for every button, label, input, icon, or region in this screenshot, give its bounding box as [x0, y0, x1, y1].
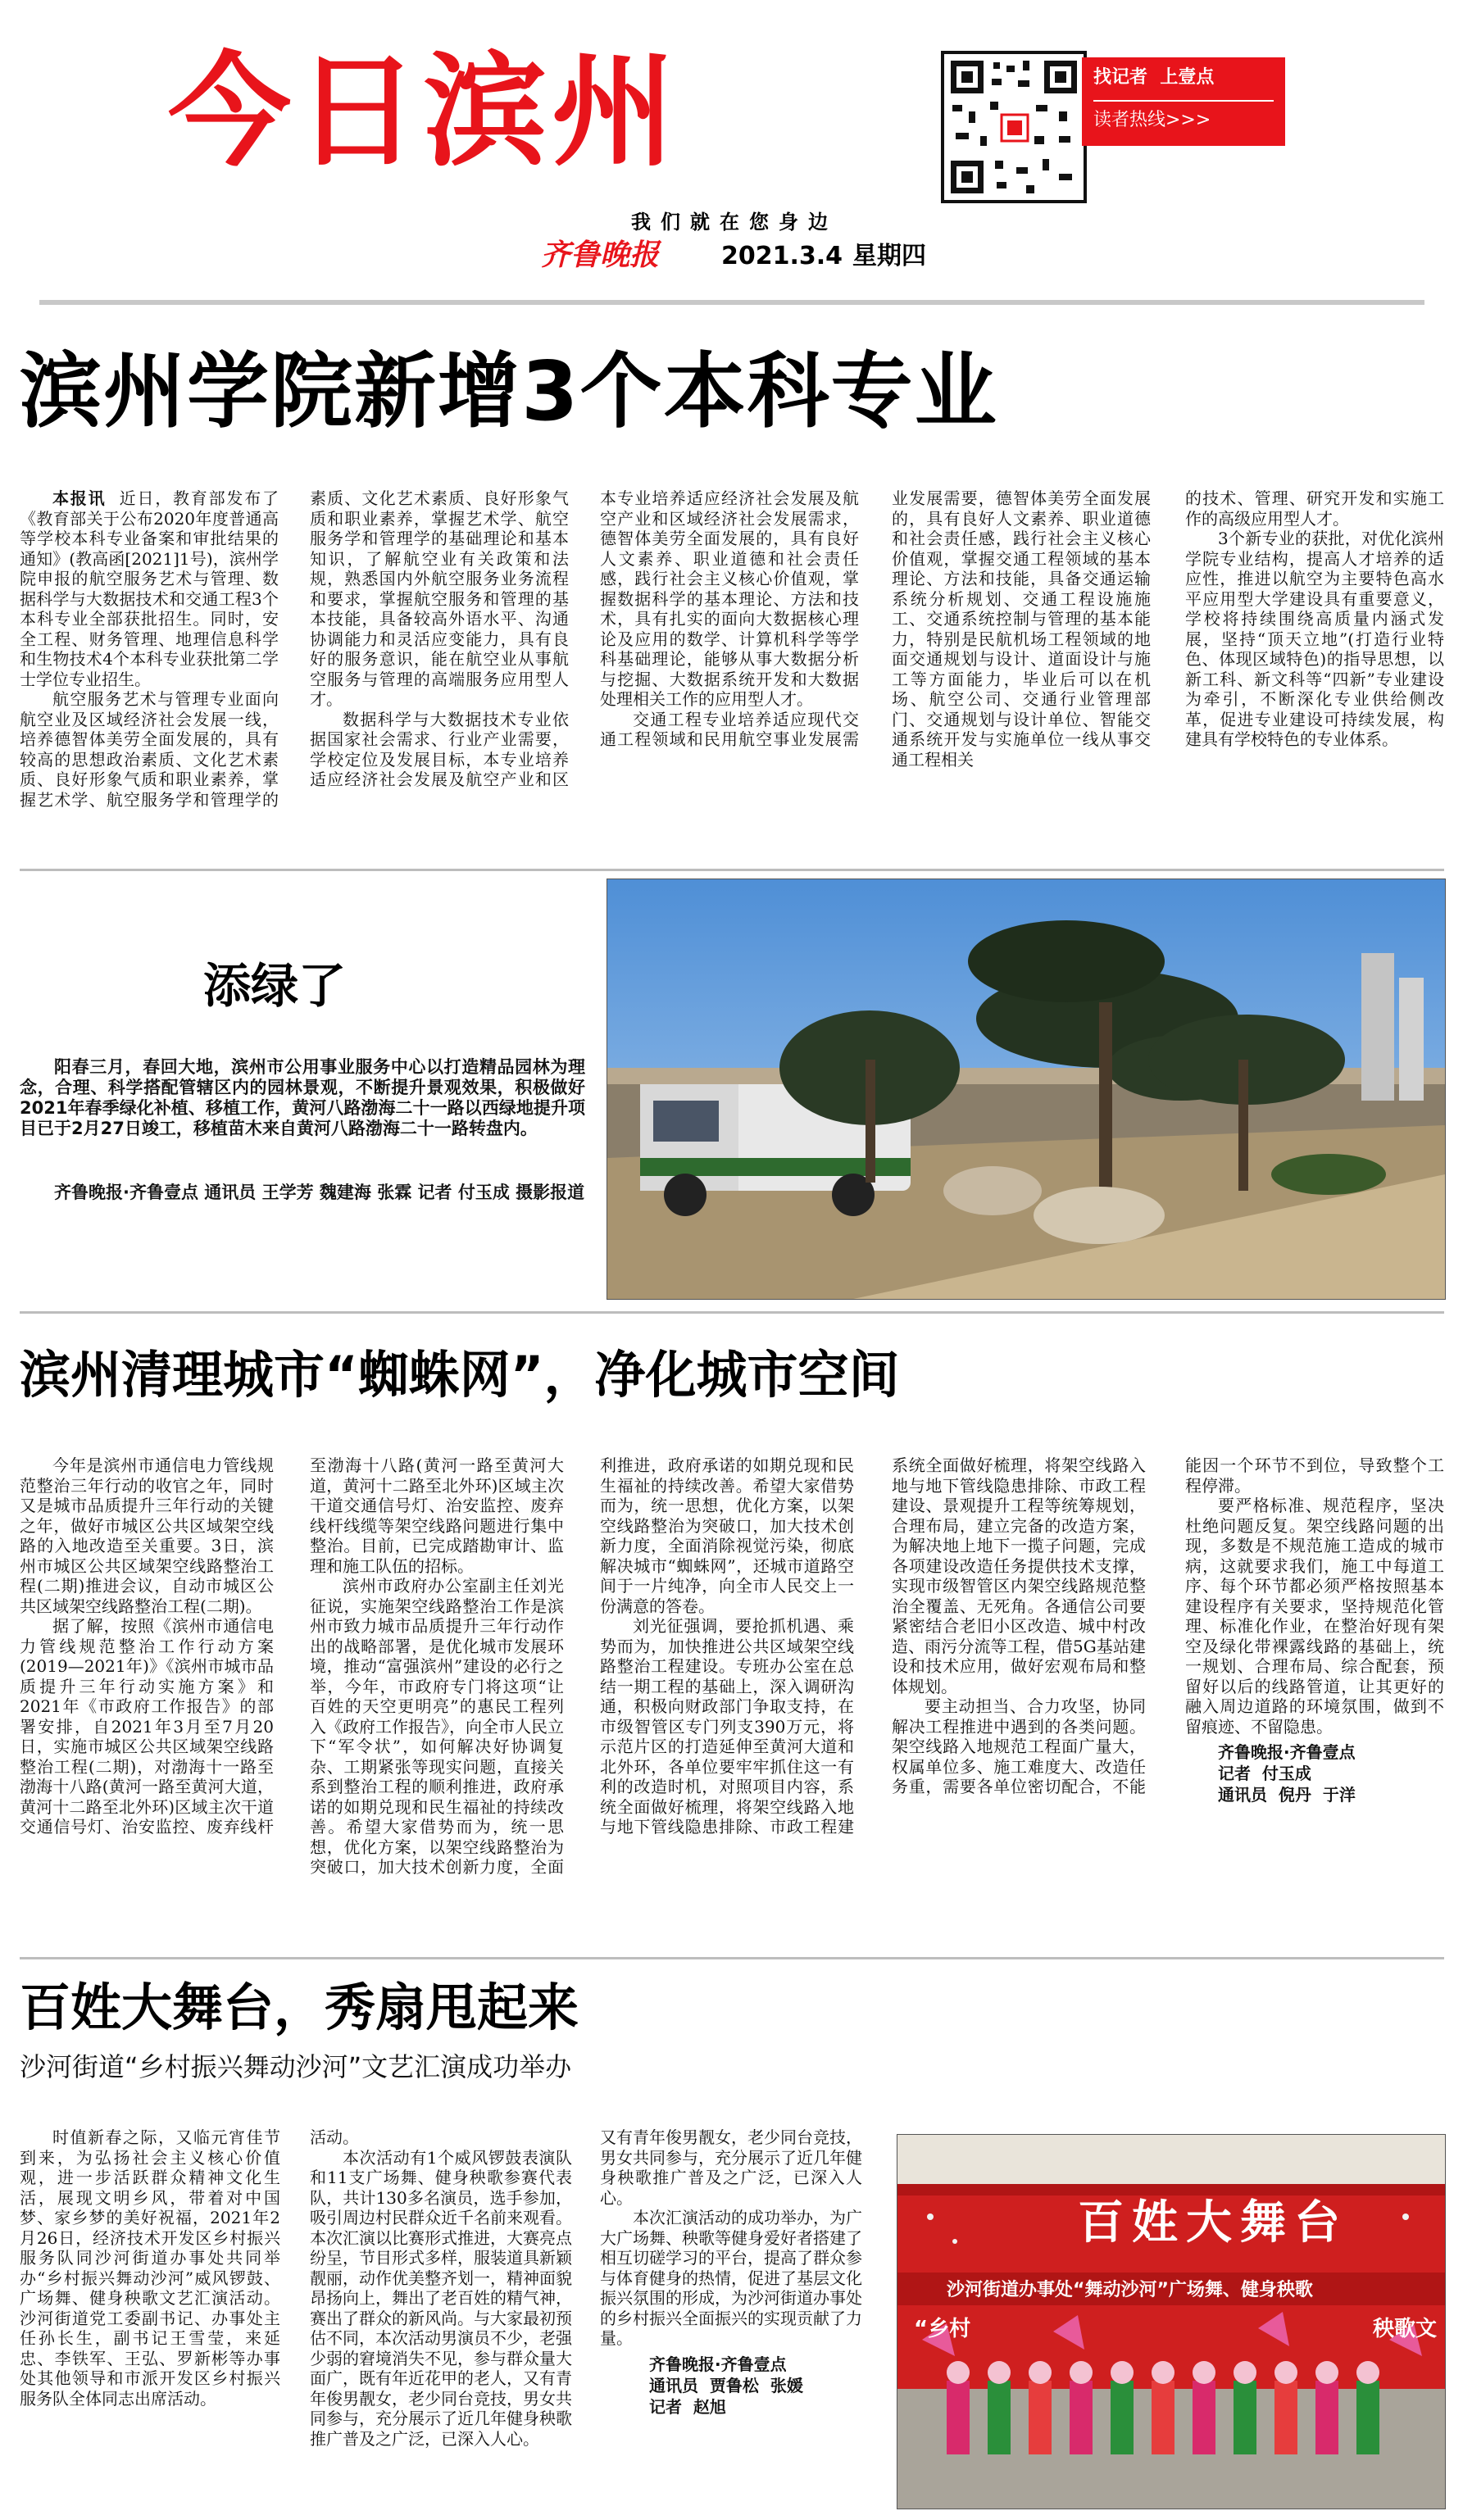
article2-headline: 滨州清理城市“蜘蛛网”，净化城市空间	[20, 1345, 900, 1405]
article2-para-3: 滨州市政府办公室副主任刘光征说，实施架空线路整治工作是滨州市致力城市品质提升三年行动作出的战略部署，是优化城市发展环境，推动“富强滨州”建设的必行之举，今年，市政府专门将这项“让百姓的天空更明亮”的惠民工程列入《政府工作报告》，向全市人民立下“军令状”，如何解决好协调复杂、工期紧张等现实问题，直接关系到整治工程的顺利推进，政府承诺的如期兑现和民生福祉的持续改善。希望大家借势而为，统一思想，优化方案，以架空线路整治为突破口，加大技术创新力度，全面	[310, 1576, 564, 1877]
article3-col-1	[20, 2127, 280, 2409]
article2-para-5: 要主动担当、合力攻坚，协同解决工程推进中遇到的各类问题。架空线路入地规范工程面广量大，权属单位多、施工难度大、改造任务重，需要各单位密切配合，不能	[892, 1696, 1146, 1796]
article3-subheadline: 沙河街道“乡村振兴舞动沙河”文艺汇演成功举办	[20, 2051, 572, 2082]
photo-news-byline: 齐鲁晚报·齐鲁壹点 通讯员 王学芳 魏建海 张霖 记者 付玉成 摄影报道	[54, 1183, 585, 1202]
article3-col-3: 又有青年俊男靓女，老少同台竞技，男女共同参与，充分展示了近几年健身秧歌推广普及之广泛，已深入人心。 本次汇演活动的成功举办，为广大广场舞、秧歌等健身爱好者搭建了相互切磋学习的平台，提高了群众参与体育健身的热情，促进了基层文化振兴氛围的形成，为沙河街道办事处的乡村振兴全面振兴的实现贡献了力量。 齐鲁晚报·齐鲁壹点 通讯员 贾鲁松 张媛 记者 赵旭	[600, 2127, 862, 2417]
article2-col-1	[20, 1455, 274, 1837]
article2-col-3: 利推进，政府承诺的如期兑现和民生福祉的持续改善。希望大家借势而为，统一思想，优化方案，以架空线路整治为突破口，加大技术创新力度，全面消除视觉污染，彻底解决城市“蜘蛛网”，还城市道路空间于一片纯净，向全市人民交上一份满意的答卷。 刘光征强调，要抢抓机遇、乘势而为，加快推进公共区域架空线路整治工程建设。专班办公室在总结一期工程的基础上，深入调研沟通，积极向财政部门争取支持，在市级智管区专门列支390万元，将示范片区的打造延伸至黄河大道和北外环，各单位要牢牢抓住这一有利的改造时机，对照项目内容，系统全面做好梳理，将架空线路入地与地下管线隐患排除、市政工程建	[600, 1455, 854, 1837]
article2-col-4: 系统全面做好梳理，将架空线路入地与地下管线隐患排除、市政工程建设、景观提升工程等统筹规划，合理布局，建立完备的改造方案，为解决地上地下一揽子问题，完成各项建设改造任务提供技术支撑，实现市级智管区内架空线路规范整治全覆盖、无死角。各通信公司要紧密结合老旧小区改造、城中村改造、雨污分流等工程，借5G基站建设和技术应用，做好宏观布局和整体规划。 要主动担当、合力攻坚，协同解决工程推进中遇到的各类问题。架空线路入地规范工程面广量大，权属单位多、施工难度大、改造任务重，需要各单位密切配合，不能	[892, 1455, 1146, 1796]
article1-para-3: 数据科学与大数据技术专业依据国家社会需求、行业产业需要，学校定位及发展目标，本专业培养适应经济社会发展及航空产业和区	[310, 709, 569, 789]
article1-para-5: 3个新专业的获批，对优化滨州学院专业结构，提高人才培养的适应性，推进以航空为主要特色高水平应用型大学建设具有重要意义，学校将持续围绕高质量内涵式发展，坚持“顶天立地”(打造行业特色、体现区域特色)的指导思想，以新工科、新文科等“四新”专业建设为牵引，不断深化专业供给侧改革，促进专业建设可持续发展，构建具有学校特色的专业体系。	[1185, 529, 1444, 749]
article3-byline	[600, 2354, 862, 2418]
section-divider-3	[20, 1957, 1444, 1959]
article1-headline: 滨州学院新增3个本科专业	[20, 343, 998, 439]
article2-para-4: 刘光征强调，要抢抓机遇、乘势而为，加快推进公共区域架空线路整治工程建设。专班办公室在总结一期工程的基础上，深入调研沟通，积极向财政部门争取支持，在市级智管区专门列支390万元，将示范片区的打造延伸至黄河大道和北外环，各单位要牢牢抓住这一有利的改造时机，对照项目内容，系统全面做好梳理，将架空线路入地与地下管线隐患排除、市政工程建	[600, 1616, 854, 1837]
paper-name: 齐鲁晚报	[541, 238, 660, 272]
article2-byline	[1185, 1741, 1444, 1805]
article3-byline-1: 齐鲁晚报·齐鲁壹点	[649, 2354, 787, 2374]
article3-headline: 百姓大舞台，秀扇甩起来	[20, 1977, 579, 2037]
article3-para-3: 本次汇演活动的成功举办，为广大广场舞、秧歌等健身爱好者搭建了相互切磋学习的平台，提高了群众参与体育健身的热情，促进了基层文化振兴氛围的形成，为沙河街道办事处的乡村振兴全面振兴的实现贡献了力量。	[600, 2208, 862, 2348]
article3-para-1: 时值新春之际，又临元宵佳节到来，为弘扬社会主义核心价值观，进一步活跃群众精神文化生活，展现文明乡风，带着对中国梦、家乡梦的美好祝福，2021年2月26日，经济技术开发区乡村振兴服务队同沙河街道办事处共同举办“乡村振兴舞动沙河”威风锣鼓、广场舞、健身秧歌文艺汇演活动。沙河街道党工委副书记、办事处主任孙长生，副书记王雪莹，来延忠、李铁军、王弘、罗新彬等办事处其他领导和市派开发区乡村振兴服务队全体同志出席活动。	[20, 2127, 280, 2409]
issue-date: 2021.3.4	[721, 242, 843, 270]
masthead-divider	[39, 300, 1424, 305]
qr-code[interactable]	[941, 51, 1087, 203]
article1-col-5: 的技术、管理、研究开发和实施工作的高级应用型人才。 3个新专业的获批，对优化滨州学院专业结构，提高人才培养的适应性，推进以航空为主要特色高水平应用型大学建设具有重要意义，学校将持续围绕高质量内涵式发展，坚持“顶天立地”(打造行业特色、体现区域特色)的指导思想，以新工科、新文科等“四新”专业建设为牵引，不断深化专业供给侧改革，促进专业建设可持续发展，构建具有学校特色的专业体系。	[1185, 488, 1444, 749]
performance-photo	[897, 2134, 1446, 2509]
article2-byline-2: 记者 付玉成	[1218, 1764, 1311, 1783]
issue-weekday: 星期四	[852, 242, 926, 270]
article1-col-1	[20, 488, 279, 810]
article2-col-5: 能因一个环节不到位，导致整个工程停滞。 要严格标准、规范程序，坚决杜绝问题反复。架空线路问题的出现，多数是不规范施工造成的城市病，这就要求我们，施工中每道工序、每个环节都必须严格按照基本建设程序有关要求，坚持规范化管理、标准化作业，在整治好现有架空及绿化带裸露线路的基础上，统一规划、合理布局、综合配套，预留好以后的线路管道，让其更好的融入周边道路的环境氛围，做到不留痕迹、不留隐患。 齐鲁晚报·齐鲁壹点 记者 付玉成 通讯员 倪丹 于洋	[1185, 1455, 1444, 1805]
section-divider-2	[20, 1311, 1444, 1314]
article1-col-4: 业发展需要，德智体美劳全面发展的，具有良好人文素养、职业道德和社会责任感，践行社会主义核心价值观，掌握交通工程领域的基本理论、方法和技能，具备交通运输系统分析规划、交通工程设施施工、交通系统控制与管理的基本能力，特别是民航机场工程领域的地面交通规划与设计、道面设计与施工等方面能力，毕业后可以在机场、航空公司、交通行业管理部门、交通规划与设计单位、智能交通系统开发与实施单位一线从事交通工程相关	[892, 488, 1151, 770]
article3-para-2: 本次活动有1个威风锣鼓表演队和11支广场舞、健身秧歌参赛代表队，共计130多名演员，选手参加，吸引周边村民群众近千名前来观看。本次汇演以比赛形式推进，大赛亮点纷呈，节目形式多样，服装道具新颖靓丽，动作优美整齐划一，精神面貌昂扬向上，舞出了老百姓的精气神，赛出了群众的新风尚。与大家最初预估不同，本次活动男演员不少，老强少弱的窘境消失不见，参与群众量大面广，既有年近花甲的老人，又有青年俊男靓女，老少同台竞技，男女共同参与，充分展示了近几年健身秧歌推广普及之广泛，已深入人心。	[310, 2147, 572, 2449]
article1-para-1: 近日，教育部发布了《教育部关于公布2020年度普通高等学校本科专业备案和审批结果的通知》(教高函[2021]1号)，滨州学院申报的航空服务艺术与管理、数据科学与大数据技术和交通工程3个本科专业全部获批招生。同时，安全工程、财务管理、地理信息科学和生物技术4个本科专业获批第二学士学位专业招生。	[20, 488, 279, 689]
article3-col-2: 活动。 本次活动有1个威风锣鼓表演队和11支广场舞、健身秧歌参赛代表队，共计130多名演员，选手参加，吸引周边村民群众近千名前来观看。本次汇演以比赛形式推进，大赛亮点纷呈，节目形式多样，服装道具新颖靓丽，动作优美整齐划一，精神面貌昂扬向上，舞出了老百姓的精气神，赛出了群众的新风尚。与大家最初预估不同，本次活动男演员不少，老强少弱的窘境消失不见，参与群众量大面广，既有年近花甲的老人，又有青年俊男靓女，老少同台竞技，男女共同参与，充分展示了近几年健身秧歌推广普及之广泛，已深入人心。	[310, 2127, 572, 2449]
find-reporter-label: 找记者 上壹点	[1093, 67, 1215, 88]
photo-news-headline: 添绿了	[203, 958, 347, 1014]
article1-col-3: 本专业培养适应经济社会发展及航空产业和区域经济社会发展需求，德智体美劳全面发展的，具有良好人文素养、职业道德和社会责任感，践行社会主义核心价值观，掌握数据科学的基本理论、方法和技术，具有扎实的面向大数据核心理论及应用的数学、计算机科学等学科基础理论，能够从事大数据分析与挖掘、大数据系统开发和大数据处理相关工作的应用型人才。 交通工程专业培养适应现代交通工程领域和民用航空事业发展需	[600, 488, 859, 749]
photo-partial-text: “乡村	[914, 2317, 971, 2341]
article2-col-2: 至渤海十八路(黄河一路至黄河大道，黄河十二路至北外环)区域主次干道交通信号灯、治安监控、废弃线杆线缆等架空线路问题进行集中整治。目前，已完成踏勘审计、监理和施工队伍的招标。 滨州市政府办公室副主任刘光征说，实施架空线路整治工作是滨州市致力城市品质提升三年行动作出的战略部署，是优化城市发展环境，推动“富强滨州”建设的必行之举，今年，市政府专门将这项“让百姓的天空更明亮”的惠民工程列入《政府工作报告》，向全市人民立下“军令状”，如何解决好协调复杂、工期紧张等现实问题，直接关系到整治工程的顺利推进，政府承诺的如期兑现和民生福祉的持续改善。希望大家借势而为，统一思想，优化方案，以架空线路整治为突破口，加大技术创新力度，全面	[310, 1455, 564, 1877]
article2-byline-1: 齐鲁晚报·齐鲁壹点	[1218, 1742, 1356, 1762]
article2-para-2: 据了解，按照《滨州市通信电力管线规范整治工作行动方案(2019—2021年)》《滨州市城市品质提升三年行动实施方案》和2021年《市政府工作报告》的部署安排，自2021年3月至7月20日，实施市城区公共区域架空线路整治工程(二期)，对渤海十一路至渤海十八路(黄河一路至黄河大道，黄河十二路至北外环)区域主次干道交通信号灯、治安监控、废弃线杆	[20, 1616, 274, 1837]
article2-para-6: 要严格标准、规范程序，坚决杜绝问题反复。架空线路问题的出现，多数是不规范施工造成的城市病，这就要求我们，施工中每道工序、每个环节都必须严格按照基本建设程序有关要求，坚持规范化管理、标准化作业，在整治好现有架空及绿化带裸露线路的基础上，统一规划、合理布局、综合配套，预留好以后的线路管道，让其更好的融入周边道路的环境氛围，做到不留痕迹、不留隐患。	[1185, 1496, 1444, 1737]
masthead	[0, 0, 1463, 311]
article2-para-1: 今年是滨州市通信电力管线规范整治三年行动的收官之年，同时又是城市品质提升三年行动的关键之年，做好市城区公共区域架空线路的入地改造至关重要。3日，滨州市城区公共区域架空线路整治工程(二期)推进会议，自动市城区公共区域架空线路整治工程(二期)。	[20, 1455, 274, 1616]
greening-photo	[607, 879, 1446, 1300]
article1-para-2: 航空服务艺术与管理专业面向航空业及区域经济社会发展一线，培养德智体美劳全面发展的，具有较高的思想政治素质、文化艺术素质、良好形象气质和职业素养，掌握艺术学、航空服务学和管理学的	[20, 689, 279, 810]
photo-news-lead: 阳春三月，春回大地，滨州市公用事业服务中心以打造精品园林为理念，合理、科学搭配管辖区内的园林景观，不断提升景观效果，积极做好2021年春季绿化补植、移植工作，黄河八路渤海二十一路以西绿地提升项目已于2月27日竣工，移植苗木来自黄河八路渤海二十一路转盘内。	[20, 1057, 585, 1138]
article1-para-4: 交通工程专业培养适应现代交通工程领域和民用航空事业发展需	[600, 709, 859, 749]
section-divider-1	[20, 869, 1444, 871]
article1-dateline: 本报讯	[52, 488, 107, 508]
reader-hotline-link[interactable]: 读者热线>>>	[1093, 110, 1211, 130]
masthead-title: 今日滨州	[168, 41, 680, 184]
article3-byline-2: 通讯员 贾鲁松 张媛	[649, 2375, 803, 2395]
article3-byline-3: 记者 赵旭	[649, 2396, 726, 2417]
photo-banner-text: 百姓大舞台	[1078, 2196, 1348, 2250]
article2-byline-3: 通讯员 倪丹 于洋	[1218, 1785, 1356, 1805]
photo-partial-text-right: 秧歌文	[1373, 2317, 1438, 2341]
photo-subbanner-text: 沙河街道办事处“舞动沙河”广场舞、健身秧歌	[947, 2280, 1313, 2300]
article1-col-2: 素质、文化艺术素质、良好形象气质和职业素养，掌握艺术学、航空服务学和管理学的基础理论和基本知识，了解航空业有关政策和法规，熟悉国内外航空服务业务流程和要求，掌握航空服务和管理的基本技能，具备较高外语水平、沟通协调能力和灵活应变能力，具有良好的服务意识，能在航空业从事航空服务与管理的高端服务应用型人才。 数据科学与大数据技术专业依据国家社会需求、行业产业需要，学校定位及发展目标，本专业培养适应经济社会发展及航空产业和区	[310, 488, 569, 789]
reader-box-divider	[1093, 100, 1274, 102]
masthead-slogan: 我们就在您身边	[631, 211, 838, 234]
